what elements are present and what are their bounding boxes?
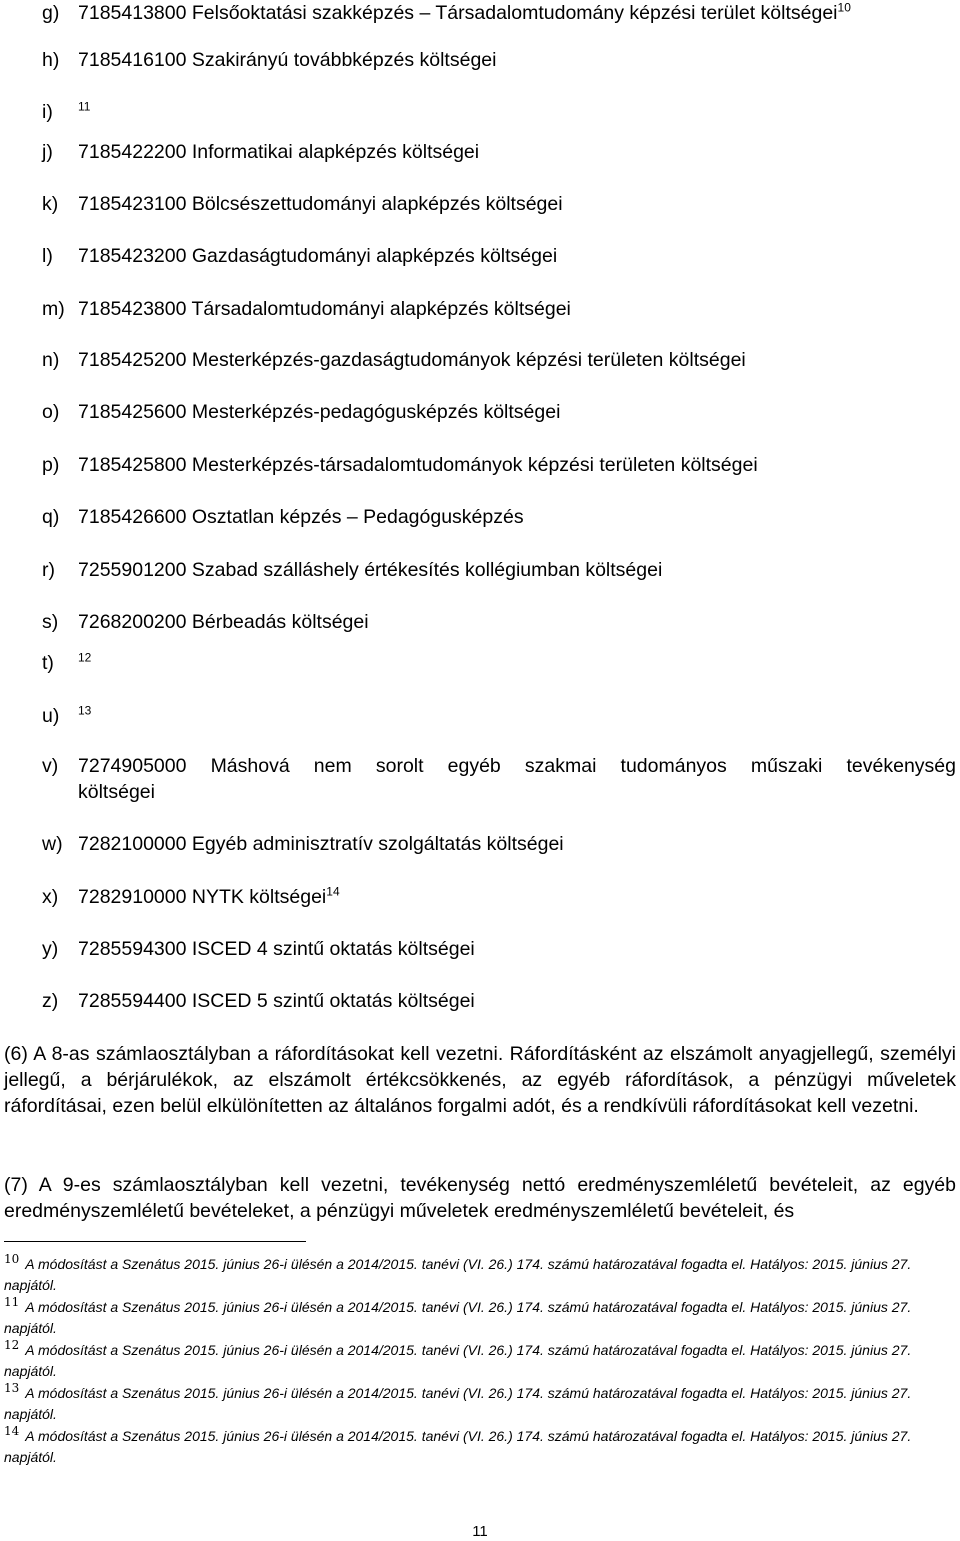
footnote	[4, 1426, 944, 1468]
list-item-v	[42, 753, 956, 805]
list-item-text: 7185422200 Informatikai alapképzés költségei	[78, 141, 480, 163]
list-item-r	[42, 557, 662, 583]
list-item-label: p)	[42, 454, 60, 476]
footnote-number: 12	[4, 1338, 20, 1353]
list-item-q	[42, 504, 524, 530]
footnote-text: A módosítást a Szenátus 2015. június 26-i ülésén a 2014/2015. tanévi (VI. 26.) 174. számú határozatával fogadta el. Hatályos: 2015. június 27. napjától.	[4, 1342, 912, 1379]
list-item-text: 7185423200 Gazdaságtudományi alapképzés költségei	[78, 245, 558, 267]
list-item-text: 7285594400 ISCED 5 szintű oktatás költségei	[78, 990, 475, 1012]
list-item-label: k)	[42, 193, 59, 215]
list-item-text: 7185425600 Mesterképzés-pedagógusképzés költségei	[78, 401, 561, 423]
list-item-z	[42, 988, 475, 1014]
list-item-label: q)	[42, 506, 60, 528]
list-item-label: l)	[42, 245, 53, 267]
footnote-ref[interactable]: 12	[78, 650, 92, 665]
list-item-label: r)	[42, 559, 55, 581]
list-item-s	[42, 609, 369, 635]
list-item-text: 7255901200 Szabad szálláshely értékesítés kollégiumban költségei	[78, 559, 663, 581]
footnote-ref[interactable]: 14	[326, 884, 340, 899]
list-item-text: 7285594300 ISCED 4 szintű oktatás költségei	[78, 938, 475, 960]
list-item-label: g)	[42, 2, 60, 24]
list-item-text: 7282100000 Egyéb adminisztratív szolgáltatás költségei	[78, 833, 564, 855]
list-item-label: s)	[42, 611, 59, 633]
list-item-o	[42, 399, 560, 425]
list-item-label: y)	[42, 938, 59, 960]
footnote-ref[interactable]: 11	[78, 99, 91, 114]
list-item-label: w)	[42, 833, 63, 855]
list-item-label: x)	[42, 886, 59, 908]
list-item-text: 7185425800 Mesterképzés-társadalomtudományok képzési területen költségei	[78, 454, 758, 476]
list-item-g	[42, 0, 851, 26]
footnote-text: A módosítást a Szenátus 2015. június 26-i ülésén a 2014/2015. tanévi (VI. 26.) 174. számú határozatával fogadta el. Hatályos: 2015. június 27. napjától.	[4, 1428, 912, 1465]
list-item-text: 7185413800 Felsőoktatási szakképzés – Társadalomtudomány képzési terület költségei	[78, 2, 838, 24]
footnote-ref[interactable]: 10	[837, 0, 851, 15]
list-item-k	[42, 191, 563, 217]
list-item-line	[42, 753, 956, 779]
list-item-m	[42, 296, 571, 322]
footnote-number: 14	[4, 1424, 20, 1439]
list-item-l	[42, 243, 557, 269]
footnote-text: A módosítást a Szenátus 2015. június 26-i ülésén a 2014/2015. tanévi (VI. 26.) 174. számú határozatával fogadta el. Hatályos: 2015. június 27. napjától.	[4, 1385, 912, 1422]
footnote-number: 13	[4, 1381, 20, 1396]
list-item-w	[42, 831, 564, 857]
list-item-text: 7185416100 Szakirányú továbbképzés költségei	[78, 49, 497, 71]
list-item-h	[42, 47, 496, 73]
footnote-number: 10	[4, 1252, 20, 1267]
list-item-label: j)	[42, 141, 53, 163]
footnote-ref[interactable]: 13	[78, 703, 92, 718]
page-number: 11	[472, 1523, 488, 1540]
list-item-label: t)	[42, 652, 54, 674]
footnote	[4, 1340, 944, 1382]
paragraph-7: (7) A 9-es számlaosztályban kell vezetni, tevékenység nettó eredményszemléletű bevételeit, az egyéb eredményszemléletű bevételeket, a pénzügyi műveletek eredményszemléletű bevételeit, és	[4, 1174, 956, 1222]
list-item-j	[42, 139, 479, 165]
list-item-label: m)	[42, 298, 65, 320]
list-item-text: 7268200200 Bérbeadás költségei	[78, 611, 369, 633]
list-item-text: 7185425200 Mesterképzés-gazdaságtudományok képzési területen költségei	[78, 349, 746, 371]
list-item-i	[42, 99, 90, 125]
list-item-label: n)	[42, 349, 60, 371]
footnote-text: A módosítást a Szenátus 2015. június 26-i ülésén a 2014/2015. tanévi (VI. 26.) 174. számú határozatával fogadta el. Hatályos: 2015. június 27. napjától.	[4, 1256, 912, 1293]
list-item-n	[42, 347, 746, 373]
footnote-text: A módosítást a Szenátus 2015. június 26-i ülésén a 2014/2015. tanévi (VI. 26.) 174. számú határozatával fogadta el. Hatályos: 2015. június 27. napjától.	[4, 1299, 912, 1336]
footnote	[4, 1383, 944, 1425]
list-item-t	[42, 650, 91, 676]
footnote	[4, 1254, 944, 1296]
list-item-label: v)	[42, 755, 59, 777]
footnote-separator	[4, 1241, 306, 1242]
list-item-u	[42, 703, 91, 729]
list-item-label: o)	[42, 401, 60, 423]
footnote-number: 11	[4, 1295, 20, 1310]
list-item-label: z)	[42, 990, 59, 1012]
paragraph-6: (6) A 8-as számlaosztályban a ráfordításokat kell vezetni. Ráfordításként az elszámolt anyagjellegű, személyi jellegű, a bérjárulékok, az elszámolt értékcsökkenés, az egyéb ráfordítások, a pénzügyi műveletek ráfordításai, ezen belül elkülönítetten az általános forgalmi adót, és a rendkívüli ráfordításokat kell vezetni.	[4, 1043, 956, 1117]
list-item-text: 7185423800 Társadalomtudományi alapképzés költségei	[78, 298, 571, 320]
list-item-text-continuation: költségei	[78, 781, 155, 803]
list-item-text: 7185426600 Osztatlan képzés – Pedagógusképzés	[78, 506, 524, 528]
footnote	[4, 1297, 944, 1339]
list-item-text: 7185423100 Bölcsészettudományi alapképzés költségei	[78, 193, 563, 215]
list-item-y	[42, 936, 475, 962]
list-item-label: u)	[42, 705, 60, 727]
list-item-p	[42, 452, 758, 478]
list-item-text: 7274905000 Máshová nem sorolt egyéb szakmai tudományos műszaki tevékenység	[78, 755, 956, 777]
list-item-x	[42, 884, 340, 910]
list-item-label: h)	[42, 49, 60, 71]
list-item-label: i)	[42, 101, 53, 123]
list-item-text: 7282910000 NYTK költségei	[78, 886, 327, 908]
